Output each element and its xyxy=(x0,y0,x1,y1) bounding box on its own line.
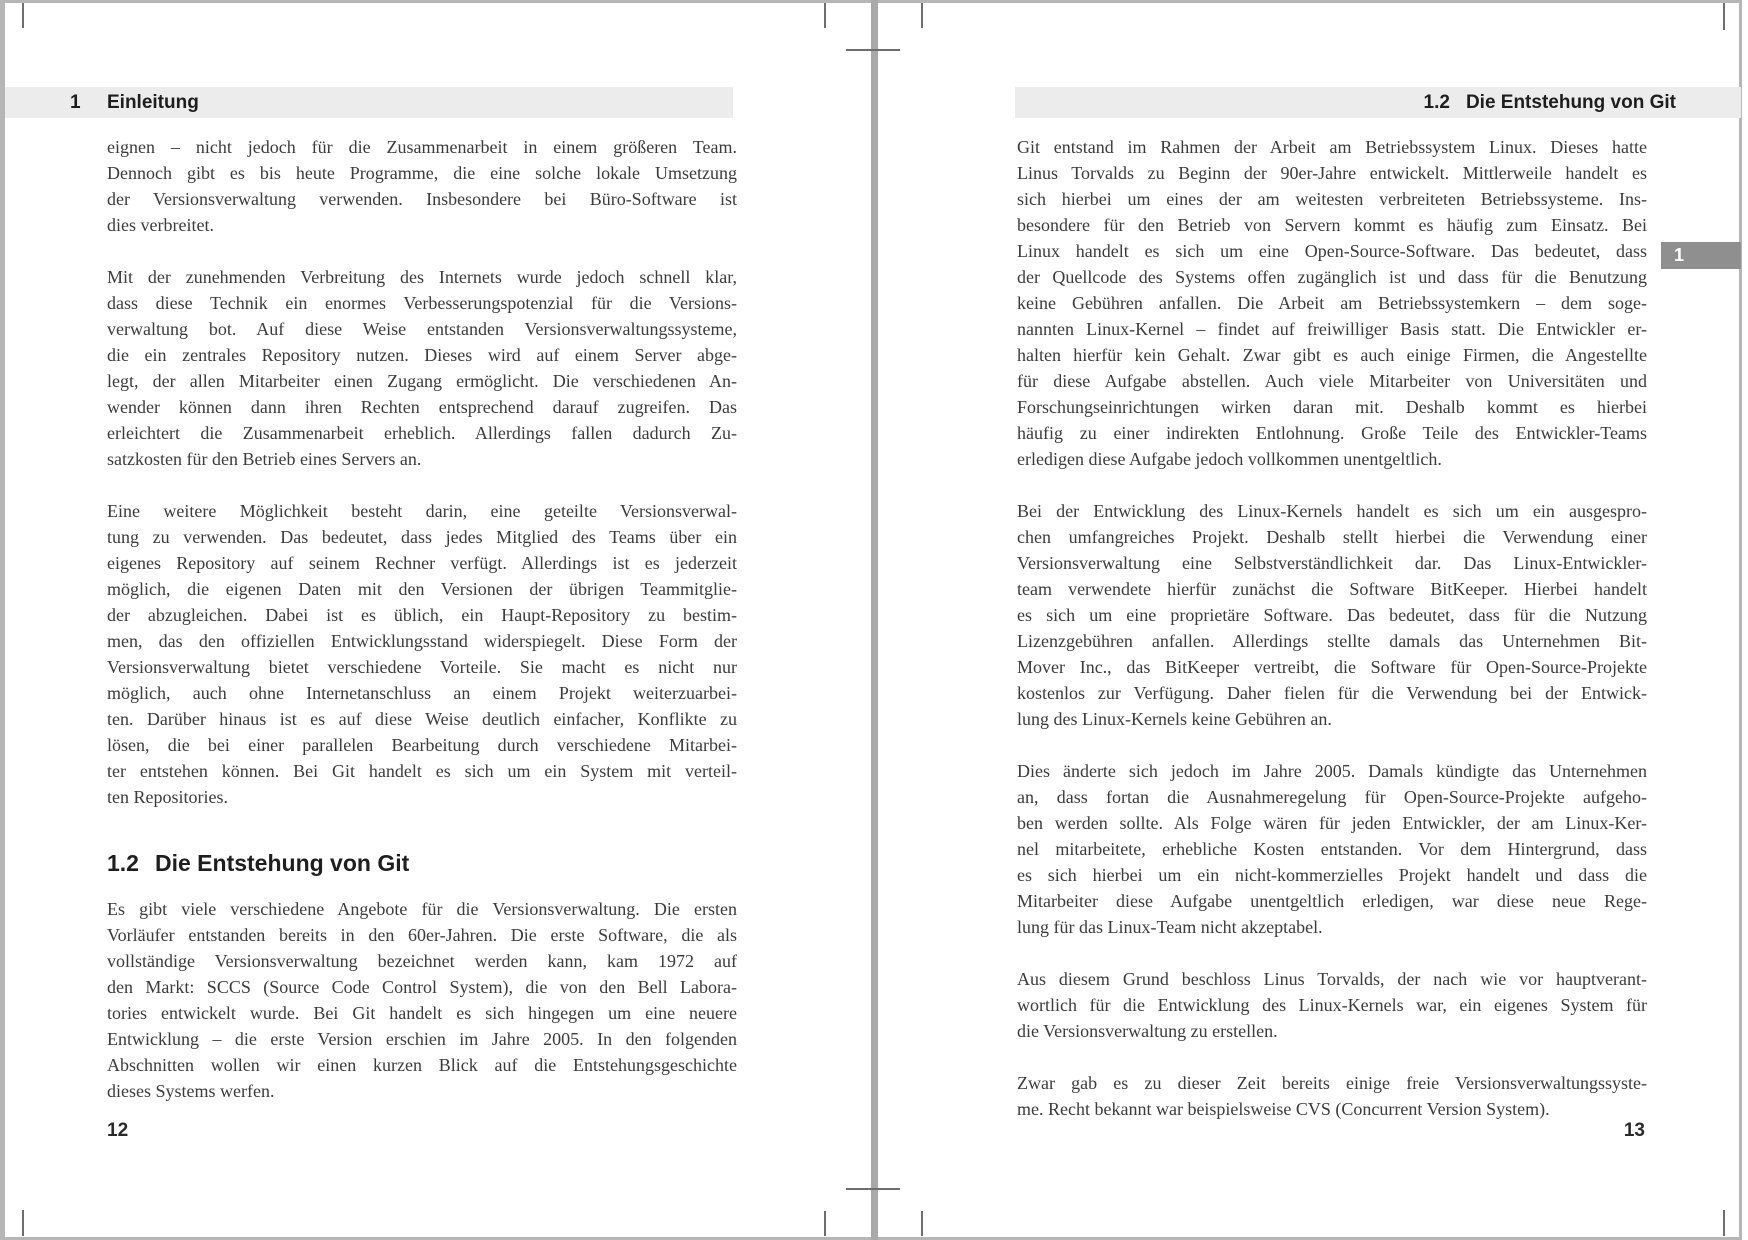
text-line: kostenlos zur Verfügung. Daher fielen für die Verwendung bei der Entwick- xyxy=(1017,683,1647,703)
text-line: Eine weitere Möglichkeit besteht darin, eine geteilte Versionsverwal- xyxy=(107,501,737,521)
text-line: lösen, die bei einer parallelen Bearbeitung durch verschiedene Mitarbei- xyxy=(107,735,737,755)
text-line: an, dass fortan die Ausnahmeregelung für Open-Source-Projekte aufgeho- xyxy=(1017,787,1647,807)
text-line: ten. Darüber hinaus ist es auf diese Weise deutlich einfacher, Konflikte zu xyxy=(107,709,737,729)
crop-mark xyxy=(22,3,24,28)
paragraph xyxy=(107,264,737,472)
chapter-tab-label: 1 xyxy=(1674,245,1685,265)
text-line: ben werden sollte. Als Folge wären für jeden Entwickler, der am Linux-Ker- xyxy=(1017,813,1647,833)
text-line: Zwar gab es zu dieser Zeit bereits einige freie Versionsverwaltungssyste- xyxy=(1017,1073,1647,1093)
text-line: lung für das Linux-Team nicht akzeptabel. xyxy=(1017,917,1323,937)
section-heading xyxy=(107,850,409,877)
paragraph xyxy=(107,134,737,238)
running-head-right xyxy=(1015,87,1741,118)
text-line: Mit der zunehmenden Verbreitung des Internets wurde jedoch schnell klar, xyxy=(107,267,737,287)
text-line: Abschnitten wollen wir einen kurzen Blick auf die Entstehungsgeschichte xyxy=(107,1055,737,1075)
running-head-left xyxy=(5,87,733,118)
text-line: Git entstand im Rahmen der Arbeit am Betriebssystem Linux. Dieses hatte xyxy=(1017,137,1647,157)
text-line: der Quellcode des Systems offen zugänglich ist und dass für die Benutzung xyxy=(1017,267,1647,287)
text-line: chen umfangreiches Projekt. Deshalb stellt hierbei die Verwendung einer xyxy=(1017,527,1647,547)
chapter-thumb-tab xyxy=(1661,242,1741,269)
text-line: die ein zentrales Repository nutzen. Dieses wird auf einem Server abge- xyxy=(107,345,737,365)
page-gutter-fold xyxy=(871,0,878,1240)
text-line: der abzugleichen. Dabei ist es üblich, ein Haupt-Repository zu bestim- xyxy=(107,605,737,625)
text-line: legt, der allen Mitarbeiter einen Zugang ermöglicht. Die verschiedenen An- xyxy=(107,371,737,391)
text-line: satzkosten für den Betrieb eines Servers an. xyxy=(107,449,422,469)
page-number: 12 xyxy=(107,1120,129,1141)
text-line: dieses Systems werfen. xyxy=(107,1081,275,1101)
chapter-title: Einleitung xyxy=(107,91,199,113)
paragraph xyxy=(107,498,737,810)
section-title: Die Entstehung von Git xyxy=(155,850,410,876)
text-line: eigenes Repository auf seinem Rechner verfügt. Allerdings ist es jederzeit xyxy=(107,553,737,573)
text-line: Mover Inc., das BitKeeper vertreibt, die Software für Open-Source-Projekte xyxy=(1017,657,1647,677)
crop-mark xyxy=(824,1211,826,1236)
text-line: für diese Aufgabe abstellen. Auch viele Mitarbeiter von Universitäten und xyxy=(1017,371,1647,391)
crop-mark xyxy=(921,1211,923,1236)
paragraph xyxy=(1017,1070,1647,1122)
text-line: vollständige Versionsverwaltung bezeichnet werden kann, kam 1972 auf xyxy=(107,951,737,971)
text-line: Forschungseinrichtungen wirken daran mit. Deshalb kommt es hierbei xyxy=(1017,397,1647,417)
text-line: Versionsverwaltung eine Selbstverständlichkeit dar. Das Linux-Entwickler- xyxy=(1017,553,1647,573)
section-number: 1.2 xyxy=(107,850,139,876)
text-line: es sich hierbei um ein nicht-kommerzielles Projekt handelt und dass die xyxy=(1017,865,1647,885)
text-line: Dennoch gibt es bis heute Programme, die eine solche lokale Umsetzung xyxy=(107,163,737,183)
text-line: es sich um eine proprietäre Software. Das bedeutet, dass für die Nutzung xyxy=(1017,605,1647,625)
text-line: ter entstehen können. Bei Git handelt es sich um ein System mit verteil- xyxy=(107,761,737,781)
text-line: tories entwickelt wurde. Bei Git handelt es sich hingegen um eine neuere xyxy=(107,1003,737,1023)
text-line: möglich, die eigenen Daten mit den Versionen der übrigen Teammitglie- xyxy=(107,579,737,599)
text-line: lung des Linux-Kernels keine Gebühren an. xyxy=(1017,709,1332,729)
text-line: verwaltung bot. Auf diese Weise entstanden Versionsverwaltungssysteme, xyxy=(107,319,737,339)
text-line: Linus Torvalds zu Beginn der 90er-Jahre entwickelt. Mittlerweile handelt es xyxy=(1017,163,1647,183)
page-number: 13 xyxy=(1623,1120,1645,1141)
crop-mark xyxy=(1723,3,1725,30)
crop-mark xyxy=(22,1210,24,1236)
text-line: erledigen diese Aufgabe jedoch vollkommen unentgeltlich. xyxy=(1017,449,1442,469)
text-line: Versionsverwaltung bietet verschiedene Vorteile. Sie macht es nicht nur xyxy=(107,657,737,677)
text-line: häufig zu einer indirekten Entlohnung. Große Teile des Entwickler-Teams xyxy=(1017,423,1647,443)
crop-mark xyxy=(921,3,923,28)
text-line: Linux handelt es sich um eine Open-Source-Software. Das bedeutet, dass xyxy=(1017,241,1647,261)
text-line: keine Gebühren anfallen. Die Arbeit am Betriebssystemkern – dem soge- xyxy=(1017,293,1647,313)
text-line: Aus diesem Grund beschloss Linus Torvalds, der nach wie vor hauptverant- xyxy=(1017,969,1647,989)
paragraph xyxy=(1017,134,1647,472)
text-line: men, das den offiziellen Entwicklungsstand widerspiegelt. Diese Form der xyxy=(107,631,737,651)
text-line: nannten Linux-Kernel – findet auf freiwilliger Basis statt. Die Entwickler er- xyxy=(1017,319,1647,339)
text-line: dies verbreitet. xyxy=(107,215,214,235)
text-line: nel mitarbeitete, erhebliche Kosten entstanden. Vor dem Hintergrund, dass xyxy=(1017,839,1647,859)
text-line: me. Recht bekannt war beispielsweise CVS (Concurrent Version System). xyxy=(1017,1099,1550,1119)
text-line: die Versionsverwaltung zu erstellen. xyxy=(1017,1021,1278,1041)
chapter-number: 1 xyxy=(70,91,81,113)
crop-mark xyxy=(846,49,900,51)
crop-mark xyxy=(1723,1210,1725,1236)
text-line: Lizenzgebühren anfallen. Allerdings stellte damals das Unternehmen Bit- xyxy=(1017,631,1647,651)
text-line: Bei der Entwicklung des Linux-Kernels handelt es sich um ein ausgespro- xyxy=(1017,501,1647,521)
text-line: eignen – nicht jedoch für die Zusammenarbeit in einem größeren Team. xyxy=(107,137,737,157)
sheet-edge-right xyxy=(1739,0,1742,1240)
text-line: besondere für den Betrieb von Servern kommt es häufig zum Einsatz. Bei xyxy=(1017,215,1647,235)
sheet-edge-left xyxy=(0,0,5,1240)
paragraph xyxy=(1017,966,1647,1044)
text-line: Entwicklung – die erste Version erschien im Jahre 2005. In den folgenden xyxy=(107,1029,737,1049)
text-line: dass diese Technik ein enormes Verbesserungspotenzial für die Versions- xyxy=(107,293,737,313)
section-number: 1.2 xyxy=(1423,91,1450,113)
text-line: wender können dann ihren Rechten entsprechend darauf zugreifen. Das xyxy=(107,397,737,417)
text-line: ten Repositories. xyxy=(107,787,228,807)
text-line: Mitarbeiter diese Aufgabe unentgeltlich erledigen, war diese neue Rege- xyxy=(1017,891,1647,911)
paragraph xyxy=(107,896,737,1104)
text-line: Dies änderte sich jedoch im Jahre 2005. Damals kündigte das Unternehmen xyxy=(1017,761,1647,781)
text-line: den Markt: SCCS (Source Code Control System), die von den Bell Labora- xyxy=(107,977,737,997)
text-line: Vorläufer entstanden bereits in den 60er-Jahren. Die erste Software, die als xyxy=(107,925,737,945)
text-line: sich hierbei um eines der am weitesten verbreiteten Betriebssysteme. Ins- xyxy=(1017,189,1647,209)
paragraph xyxy=(1017,498,1647,732)
crop-mark xyxy=(846,1188,900,1190)
text-line: halten hierfür kein Gehalt. Zwar gibt es auch einige Firmen, die Angestellte xyxy=(1017,345,1647,365)
text-line: Es gibt viele verschiedene Angebote für die Versionsverwaltung. Die ersten xyxy=(107,899,737,919)
text-line: möglich, auch ohne Internetanschluss an einem Projekt weiterzuarbei- xyxy=(107,683,737,703)
text-line: der Versionsverwaltung verwenden. Insbesondere bei Büro-Software ist xyxy=(107,189,737,209)
text-line: tung zu verwenden. Das bedeutet, dass jedes Mitglied des Teams über ein xyxy=(107,527,737,547)
section-title: Die Entstehung von Git xyxy=(1465,91,1676,113)
crop-mark xyxy=(824,3,826,28)
text-line: wortlich für die Entwicklung des Linux-Kernels war, ein eigenes System für xyxy=(1017,995,1647,1015)
text-line: erleichtert die Zusammenarbeit erheblich. Allerdings fallen dadurch Zu- xyxy=(107,423,737,443)
paragraph xyxy=(1017,758,1647,940)
text-line: team verwendete hierfür zunächst die Software BitKeeper. Hierbei handelt xyxy=(1017,579,1647,599)
